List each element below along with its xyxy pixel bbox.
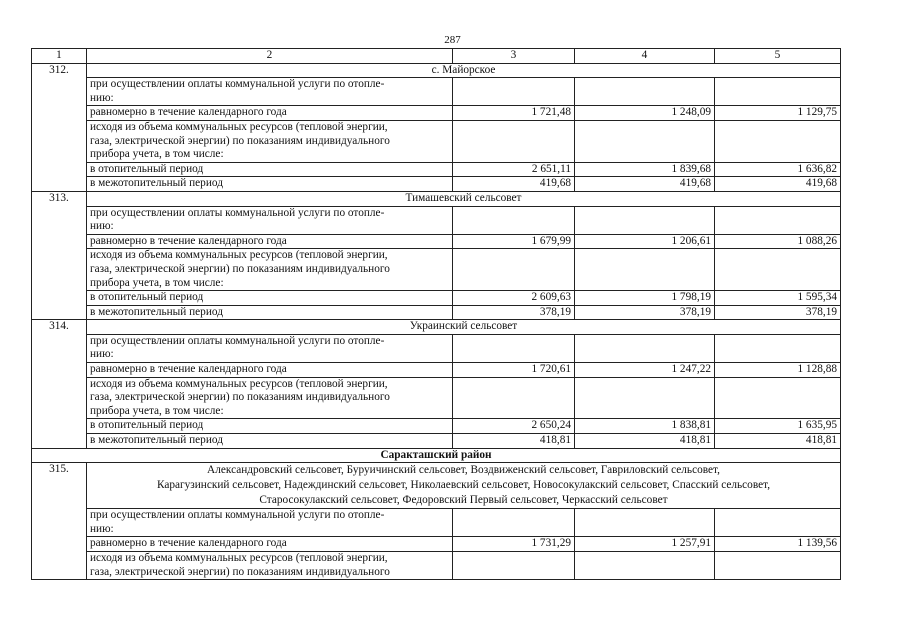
value-col-3: 2 609,63	[453, 291, 575, 306]
value-col-3	[453, 509, 575, 537]
value-col-3	[453, 206, 575, 234]
row-description: в межотопительный период	[87, 177, 453, 192]
value-col-4	[575, 249, 715, 291]
value-col-5	[715, 206, 841, 234]
value-col-3: 2 650,24	[453, 419, 575, 434]
section-title-row	[32, 463, 841, 509]
value-col-5: 1 129,75	[715, 106, 841, 121]
value-col-3	[453, 78, 575, 106]
tariff-table	[31, 48, 841, 580]
value-col-4	[575, 377, 715, 419]
table-row	[32, 234, 841, 249]
value-col-3	[453, 552, 575, 580]
value-col-5	[715, 78, 841, 106]
section-title-row	[32, 320, 841, 335]
section-number: 313.	[32, 191, 87, 319]
row-description: в отопительный период	[87, 419, 453, 434]
row-description: при осуществлении оплаты коммунальной услуги по отопле- нию:	[87, 334, 453, 362]
value-col-5: 1 088,26	[715, 234, 841, 249]
value-col-3: 378,19	[453, 305, 575, 320]
header-col-4: 4	[575, 49, 715, 64]
row-description: при осуществлении оплаты коммунальной услуги по отопле- нию:	[87, 78, 453, 106]
row-description: равномерно в течение календарного года	[87, 363, 453, 378]
row-description: в межотопительный период	[87, 305, 453, 320]
page-number: 287	[444, 34, 461, 46]
table-row	[32, 419, 841, 434]
value-col-4: 1 206,61	[575, 234, 715, 249]
header-col-5: 5	[715, 49, 841, 64]
row-description: исходя из объема коммунальных ресурсов (тепловой энергии, газа, электрической энергии) по показаниям индивидуального прибора учета, в том числе:	[87, 120, 453, 162]
value-col-4: 1 838,81	[575, 419, 715, 434]
value-col-5: 1 595,34	[715, 291, 841, 306]
value-col-3: 1 720,61	[453, 363, 575, 378]
value-col-5	[715, 509, 841, 537]
value-col-4: 419,68	[575, 177, 715, 192]
value-col-5: 1 636,82	[715, 162, 841, 177]
section-title: Александровский сельсовет, Буруичинский сельсовет, Воздвиженский сельсовет, Гавриловский сельсовет, Карагузинский сельсовет, Надеждинский сельсовет, Николаевский сельсовет, Новосокулакский сельсовет, Спасский сельсовет, Старосокулакский сельсовет, Федоровский Первый сельсовет, Черкасский сельсовет	[87, 463, 841, 509]
header-row	[32, 49, 841, 64]
value-col-3: 419,68	[453, 177, 575, 192]
value-col-5	[715, 249, 841, 291]
value-col-4: 1 257,91	[575, 537, 715, 552]
section-number: 315.	[32, 463, 87, 580]
row-description: при осуществлении оплаты коммунальной услуги по отопле- нию:	[87, 206, 453, 234]
section-title-row	[32, 191, 841, 206]
row-description: в межотопительный период	[87, 434, 453, 449]
district-title: Саракташский район	[32, 448, 841, 463]
value-col-5	[715, 377, 841, 419]
table-row	[32, 120, 841, 162]
value-col-5	[715, 120, 841, 162]
value-col-4: 1 839,68	[575, 162, 715, 177]
row-description: равномерно в течение календарного года	[87, 537, 453, 552]
table-row	[32, 363, 841, 378]
value-col-3: 2 651,11	[453, 162, 575, 177]
value-col-4: 1 247,22	[575, 363, 715, 378]
value-col-3	[453, 334, 575, 362]
table-row	[32, 177, 841, 192]
row-description: равномерно в течение календарного года	[87, 106, 453, 121]
section-title: с. Майорское	[87, 63, 841, 78]
value-col-4	[575, 552, 715, 580]
value-col-5: 418,81	[715, 434, 841, 449]
section-title: Тимашевский сельсовет	[87, 191, 841, 206]
value-col-4: 378,19	[575, 305, 715, 320]
table-row	[32, 537, 841, 552]
table-row	[32, 206, 841, 234]
table-row	[32, 291, 841, 306]
value-col-3	[453, 377, 575, 419]
row-description: исходя из объема коммунальных ресурсов (тепловой энергии, газа, электрической энергии) по показаниям индивидуального прибора учета, в том числе:	[87, 377, 453, 419]
tariff-table-body	[32, 49, 841, 580]
value-col-4: 1 798,19	[575, 291, 715, 306]
table-row	[32, 106, 841, 121]
table-row	[32, 162, 841, 177]
value-col-3: 418,81	[453, 434, 575, 449]
row-description: в отопительный период	[87, 162, 453, 177]
row-description: исходя из объема коммунальных ресурсов (тепловой энергии, газа, электрической энергии) по показаниям индивидуального прибора учета, в том числе:	[87, 249, 453, 291]
value-col-4	[575, 120, 715, 162]
table-row	[32, 78, 841, 106]
table-row	[32, 249, 841, 291]
row-description: исходя из объема коммунальных ресурсов (тепловой энергии, газа, электрической энергии) по показаниям индивидуального	[87, 552, 453, 580]
header-col-2: 2	[87, 49, 453, 64]
value-col-5: 419,68	[715, 177, 841, 192]
table-row	[32, 334, 841, 362]
section-number: 314.	[32, 320, 87, 448]
table-row	[32, 552, 841, 580]
value-col-4: 1 248,09	[575, 106, 715, 121]
value-col-3	[453, 249, 575, 291]
value-col-3: 1 721,48	[453, 106, 575, 121]
value-col-3: 1 679,99	[453, 234, 575, 249]
district-row	[32, 448, 841, 463]
value-col-4: 418,81	[575, 434, 715, 449]
value-col-5	[715, 334, 841, 362]
section-number: 312.	[32, 63, 87, 191]
row-description: при осуществлении оплаты коммунальной услуги по отопле- нию:	[87, 509, 453, 537]
row-description: в отопительный период	[87, 291, 453, 306]
row-description: равномерно в течение календарного года	[87, 234, 453, 249]
table-row	[32, 434, 841, 449]
value-col-5: 1 635,95	[715, 419, 841, 434]
table-row	[32, 377, 841, 419]
value-col-4	[575, 334, 715, 362]
value-col-5: 1 128,88	[715, 363, 841, 378]
section-title: Украинский сельсовет	[87, 320, 841, 335]
section-title-row	[32, 63, 841, 78]
table-row	[32, 509, 841, 537]
value-col-4	[575, 78, 715, 106]
header-col-1: 1	[32, 49, 87, 64]
value-col-5	[715, 552, 841, 580]
header-col-3: 3	[453, 49, 575, 64]
value-col-4	[575, 206, 715, 234]
value-col-5: 1 139,56	[715, 537, 841, 552]
value-col-3: 1 731,29	[453, 537, 575, 552]
table-row	[32, 305, 841, 320]
value-col-5: 378,19	[715, 305, 841, 320]
value-col-3	[453, 120, 575, 162]
value-col-4	[575, 509, 715, 537]
